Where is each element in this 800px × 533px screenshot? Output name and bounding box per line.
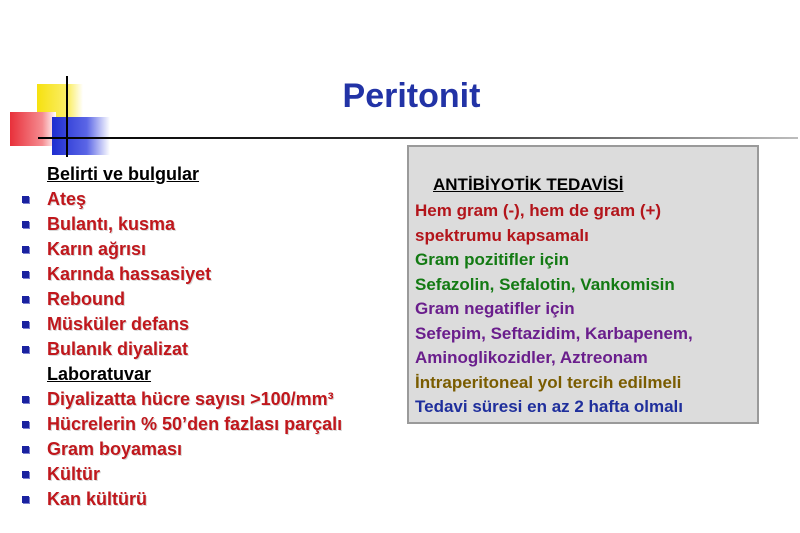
bullet-icon (22, 496, 29, 503)
slide-title: Peritonit (342, 77, 481, 115)
bullet-icon (22, 221, 29, 228)
bullet-icon (22, 421, 29, 428)
box-line: Gram pozitifler için (415, 250, 569, 269)
bullet-icon (22, 446, 29, 453)
bullet-icon (22, 396, 29, 403)
bullet-icon (22, 246, 29, 253)
list-item: Kan kültürü (22, 487, 402, 512)
antibiotic-therapy-box (407, 145, 759, 424)
symptoms-list (22, 162, 402, 512)
bullet-icon (22, 196, 29, 203)
box-line: spektrumu kapsamalı (415, 225, 589, 245)
box-line: Aminoglikozidler, Aztreonam (415, 348, 648, 367)
decor-blue-square (52, 117, 110, 155)
bullet-icon (22, 321, 29, 328)
heading-laboratory: Laboratuvar (47, 364, 152, 384)
box-line: Hem gram (-), hem de gram (+) (415, 201, 662, 220)
list-item: Ateş (22, 187, 402, 212)
box-line: Sefazolin, Sefalotin, Vankomisin (415, 274, 675, 294)
list-item: Müsküler defans (22, 312, 402, 337)
list-item: Hücrelerin % 50’den fazlası parçalı (22, 412, 402, 437)
box-line: İntraperitoneal yol tercih edilmeli (415, 372, 682, 392)
list-item: Diyalizatta hücre sayısı >100/mm³ (22, 387, 402, 412)
bullet-icon (22, 471, 29, 478)
list-item: Karın ağrısı (22, 237, 402, 262)
box-title: ANTİBİYOTİK TEDAVİSİ (433, 175, 624, 194)
bullet-icon (22, 296, 29, 303)
box-lines (415, 199, 693, 420)
title-underline-rule (38, 137, 798, 139)
box-line: Tedavi süresi en az 2 hafta olmalı (415, 397, 684, 416)
decor-red-square (10, 112, 56, 146)
box-line: Gram negatifler için (415, 299, 575, 318)
list-item: Karında hassasiyet (22, 262, 402, 287)
bullet-icon (22, 271, 29, 278)
bullet-icon (22, 346, 29, 353)
list-item: Bulanık diyalizat (22, 337, 402, 362)
box-line: Sefepim, Seftazidim, Karbapenem, (415, 323, 693, 343)
list-item: Rebound (22, 287, 402, 312)
list-item: Kültür (22, 462, 402, 487)
list-item: Bulantı, kusma (22, 212, 402, 237)
list-item: Gram boyaması (22, 437, 402, 462)
heading-signs-symptoms: Belirti ve bulgular (47, 164, 200, 184)
